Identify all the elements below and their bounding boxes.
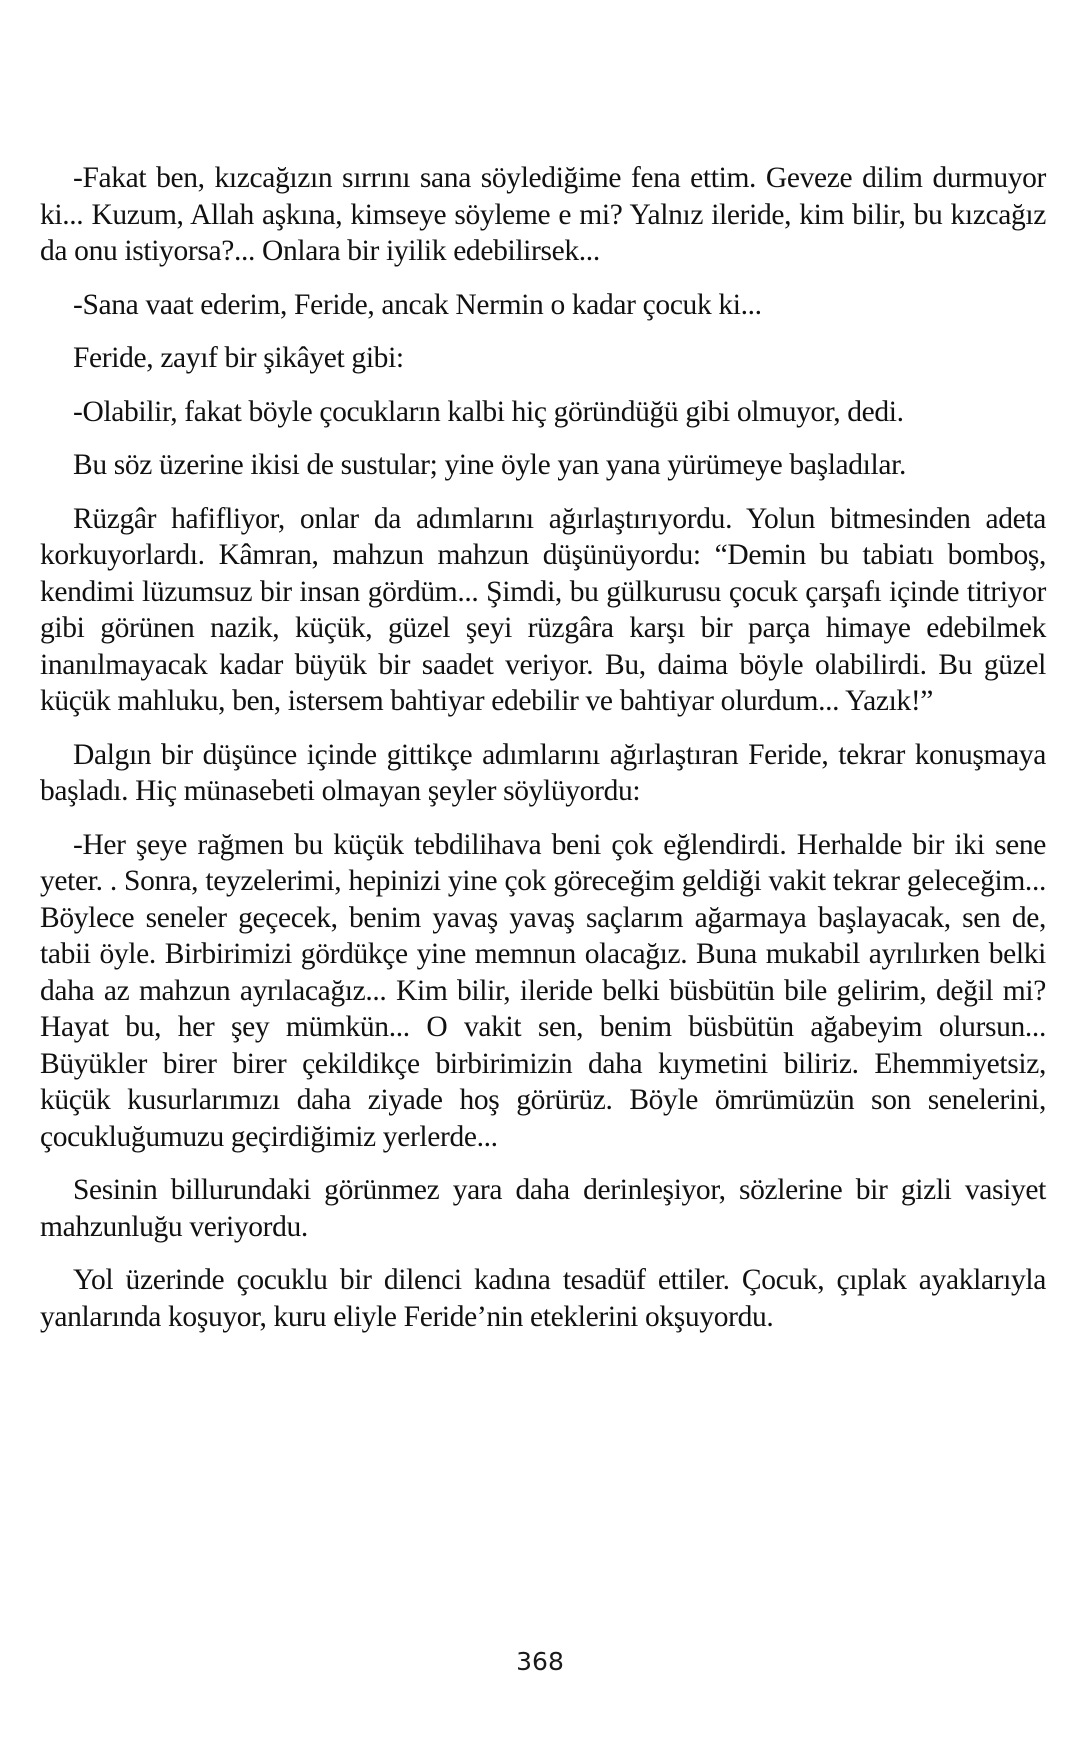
page-number: 368 bbox=[516, 1647, 564, 1676]
paragraph-6: Rüzgâr hafifliyor, onlar da adımlarını ağırlaştırıyordu. Yolun bitmesinden adeta korkuyorlardı. Kâmran, mahzun mahzun düşünüyordu: “Demin bu tabiatı bomboş, kendimi lüzumsuz bir insan gördüm... Şimdi, bu gülkurusu çocuk çarşafı içinde titriyor gibi görünen nazik, küçük, güzel şeyi rüzgâra karşı bir parça himaye edebilmek inanılmayacak kadar büyük bir saadet veriyor. Bu, daima böyle olabilirdi. Bu güzel küçük mahluku, ben, istersem bahtiyar edebilir ve bahtiyar olurdum... Yazık!” bbox=[40, 502, 1046, 717]
paragraph-2: -Sana vaat ederim, Feride, ancak Nermin o kadar çocuk ki... bbox=[73, 288, 762, 321]
paragraph-4: -Olabilir, fakat böyle çocukların kalbi hiç göründüğü gibi olmuyor, dedi. bbox=[73, 395, 904, 428]
paragraph-3: Feride, zayıf bir şikâyet gibi: bbox=[73, 342, 404, 374]
paragraph-7: Dalgın bir düşünce içinde gittikçe adımlarını ağırlaştıran Feride, tekrar konuşmaya başladı. Hiç münasebeti olmayan şeyler söylüyordu: bbox=[40, 738, 1046, 807]
paragraph-9: Sesinin billurundaki görünmez yara daha derinleşiyor, sözlerine bir gizli vasiyet mahzunluğu veriyordu. bbox=[40, 1174, 1046, 1243]
paragraph-5: Bu söz üzerine ikisi de sustular; yine öyle yan yana yürümeye başladılar. bbox=[73, 449, 906, 481]
paragraph-10: Yol üzerinde çocuklu bir dilenci kadına tesadüf ettiler. Çocuk, çıplak ayaklarıyla yanlarında koşuyor, kuru eliyle Feride’nin eteklerini okşuyordu. bbox=[40, 1264, 1046, 1333]
document-page bbox=[40, 160, 1046, 1352]
paragraph-8: -Her şeye rağmen bu küçük tebdilihava beni çok eğlendirdi. Herhalde bir iki sene yeter. . Sonra, teyzelerimi, hepinizi yine çok göreceğim geldiği vakit tekrar geleceğim... Böylece seneler geçecek, benim yavaş yavaş saçlarım ağarmaya başlayacak, sen de, tabii öyle. Birbirimizi gördükçe yine memnun olacağız. Buna mukabil ayrılırken belki daha az mahzun ayrılacağız... Kim bilir, ileride belki büsbütün bile gelirim, değil mi? Hayat bu, her şey mümkün... O vakit sen, benim büsbütün ağabeyim olursun... Büyükler birer birer çekildikçe birbirimizin daha kıymetini biliriz. Ehemmiyetsiz, küçük kusurlarımızı daha ziyade hoş görürüz. Böyle ömrümüzün son senelerini, çocukluğumuzu geçirdiğimiz yerlerde... bbox=[40, 828, 1046, 1153]
paragraph-1: -Fakat ben, kızcağızın sırrını sana söylediğime fena ettim. Geveze dilim durmuyor ki... Kuzum, Allah aşkına, kimseye söyleme e mi? Yalnız ileride, kim bilir, bu kızcağız da onu istiyorsa?... Onlara bir iyilik edebilirsek... bbox=[40, 162, 1046, 267]
